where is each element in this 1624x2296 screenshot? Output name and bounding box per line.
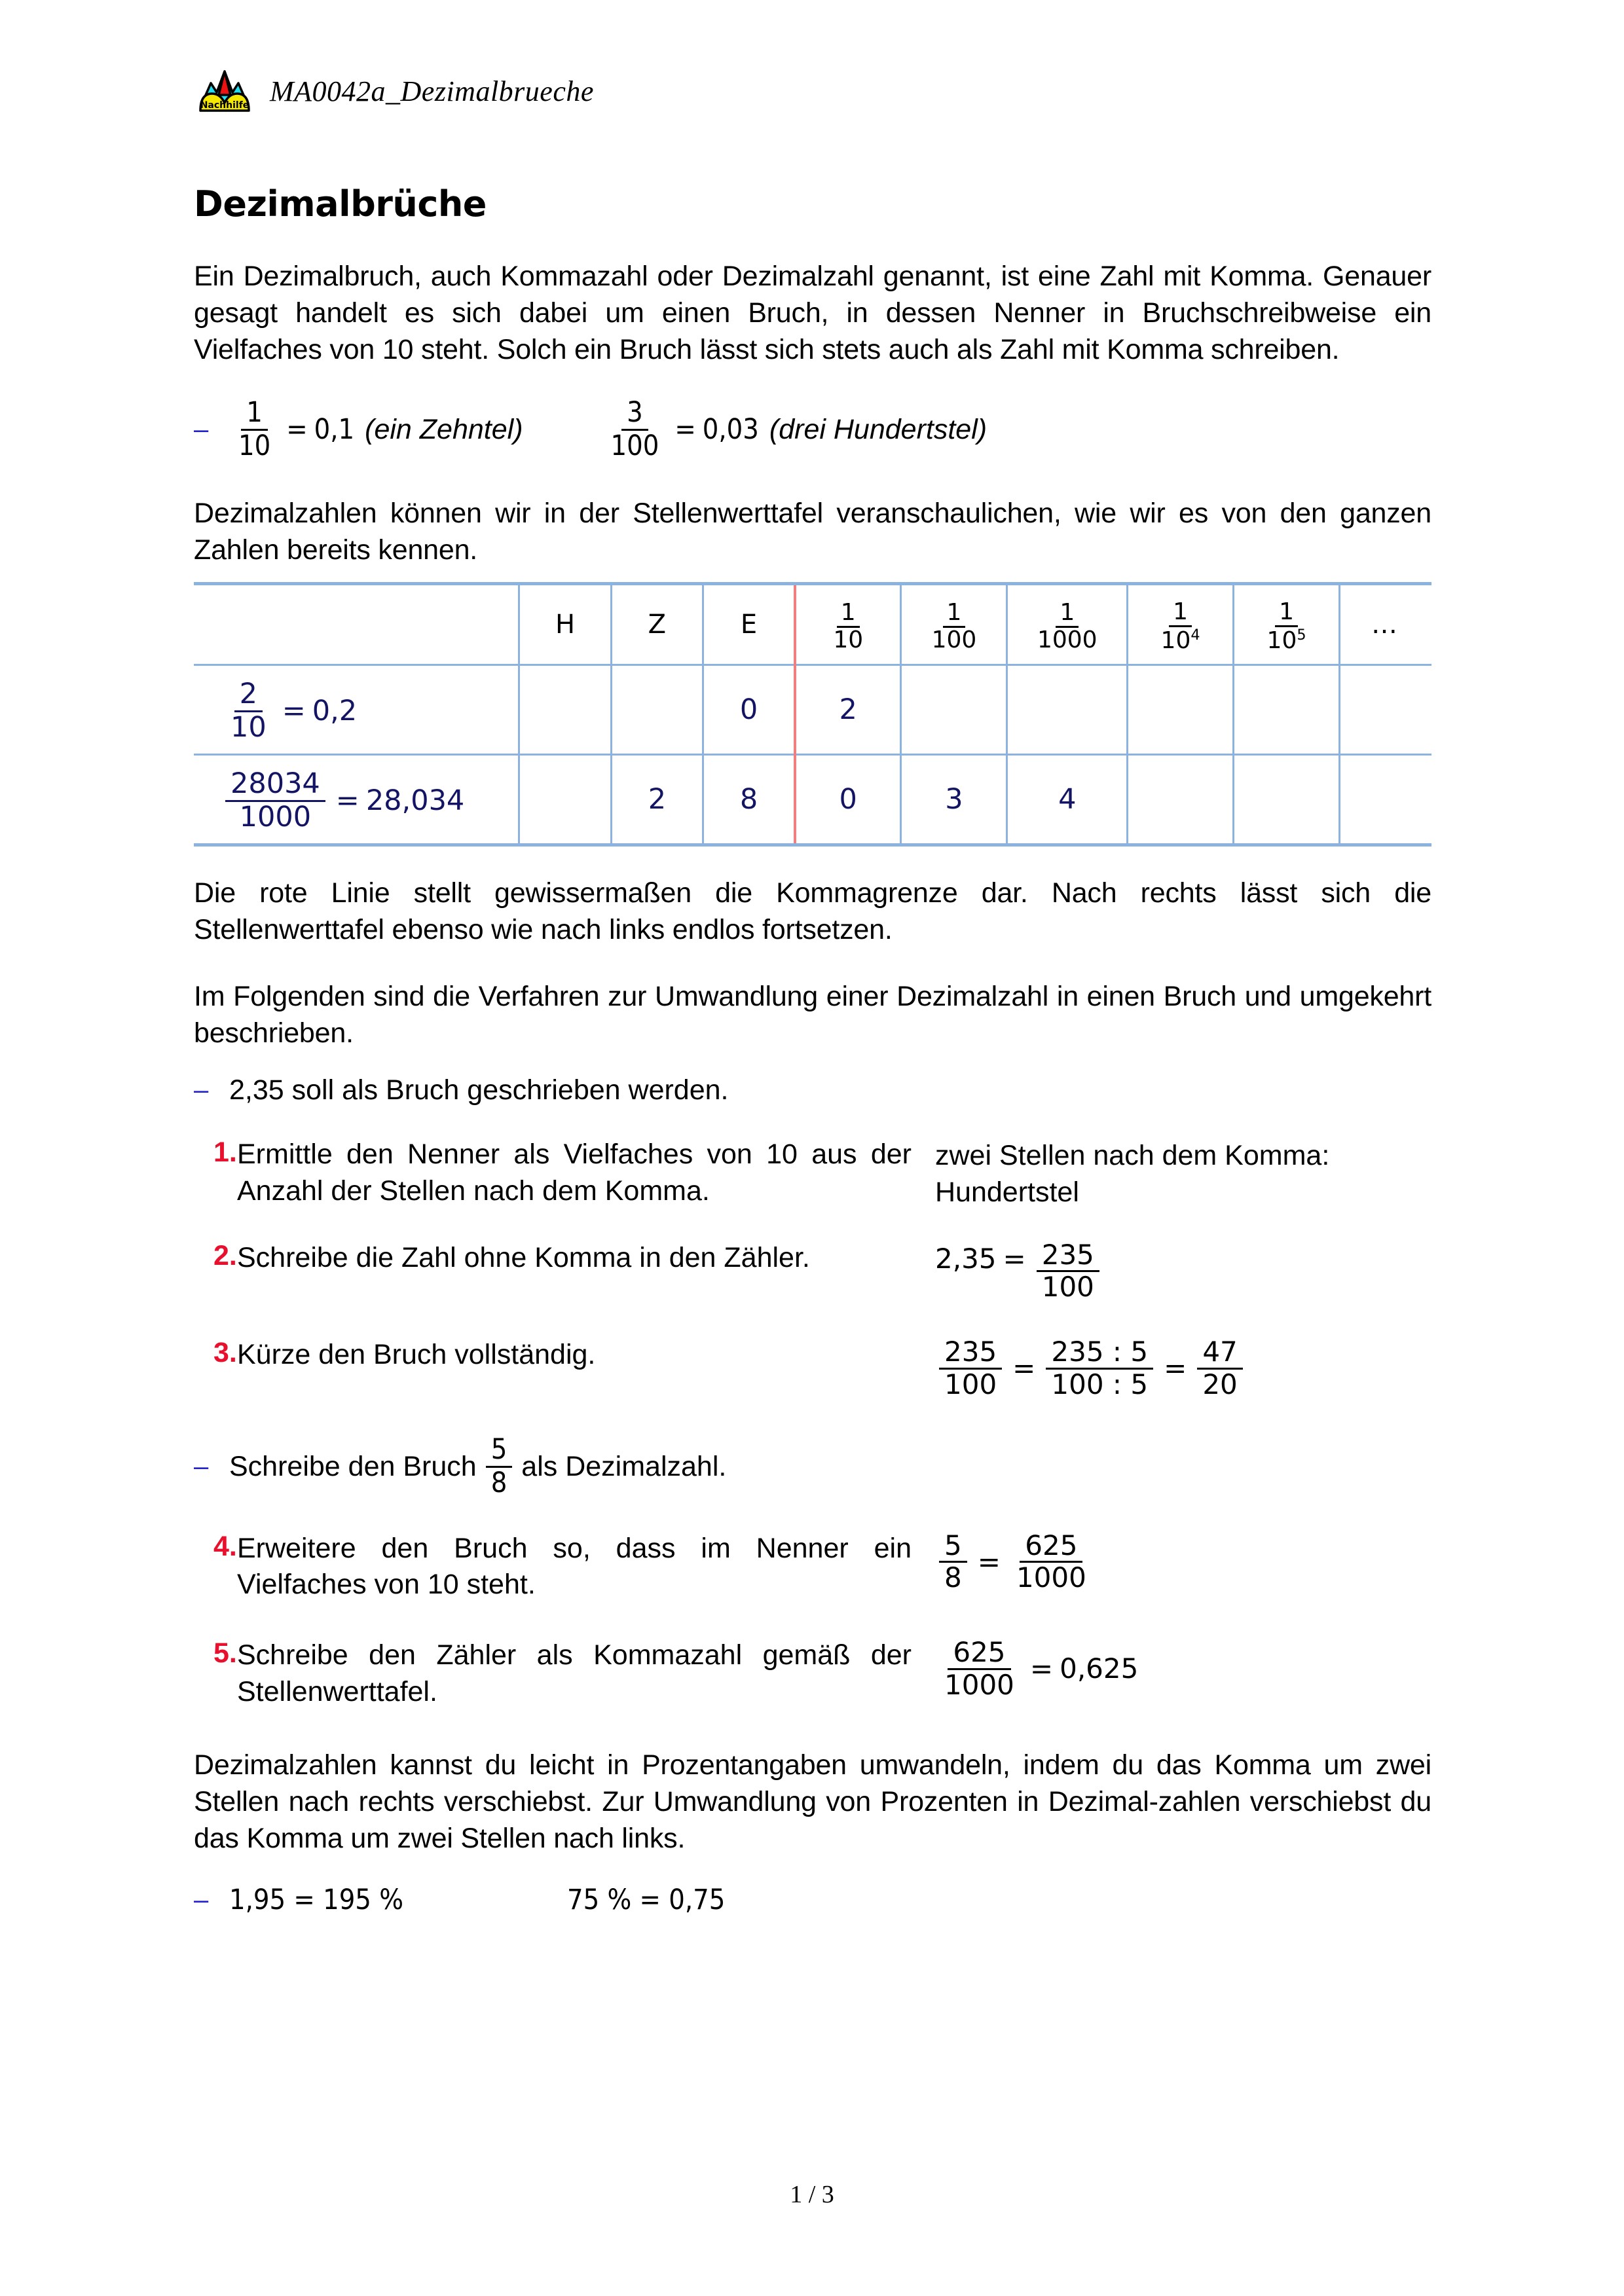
fraction-numerator: 5 [939,1532,967,1563]
intro-paragraph: Ein Dezimalbruch, auch Kommazahl oder Dezimalzahl genannt, ist eine Zahl mit Komma. Genauer gesagt handelt es sich dabei um einen Bruch, in dessen Nenner in Bruchschreibweise ein Vielfaches von 10 steht. Solch ein Bruch lässt sich stets auch als Zahl mit Komma schreiben. [194,261,1431,365]
math-lead: 2,35 [935,1242,997,1275]
equals-sign: = [977,1545,1001,1578]
row-label-result: 0,2 [312,695,358,728]
table-cell [1340,755,1431,845]
math-fraction [1197,1338,1242,1399]
math-fraction [1037,1238,1099,1303]
fraction-numerator: 1 [1056,601,1079,628]
fraction-denominator: 100 [610,429,659,462]
header-cell-hundertstel [901,584,1007,665]
fraction-denominator: $10^5$ [1266,627,1306,655]
task-2-fraction [486,1432,513,1499]
fraction-numerator: 1 [837,601,860,628]
step-item [194,1637,1431,1711]
header-cell-zehntel [795,584,901,665]
header-document-code: MA0042a_Dezimalbrueche [270,75,594,107]
percent-example-right: 75 % = 0,75 [566,1883,726,1916]
decimal-value: 0,1 [314,413,355,446]
fraction-one-tenth [233,395,276,462]
step-number: 4. [213,1530,237,1562]
step-text: Kürze den Bruch vollständig. [237,1339,596,1371]
document-body [194,183,1431,1916]
table-cell [1128,755,1234,845]
equals-sign: = [1164,1352,1187,1385]
table-cell: 0 [703,665,795,755]
procedures-paragraph: Im Folgenden sind die Verfahren zur Umwandlung einer Dezimalzahl in einen Bruch und umgekehrt beschrieben. [194,980,1431,1049]
step-text: Schreibe den Zähler als Kommazahl gemäß der Stellenwerttafel. [237,1639,912,1708]
fraction-numerator: 625 [948,1639,1010,1670]
header-cell-hunderter: H [519,584,611,665]
page-number: 1 / 3 [790,2181,834,2208]
header-cell-ellipsis: … [1340,584,1431,665]
fraction-denominator: 1000 [239,800,312,833]
table-cell: 4 [1007,755,1128,845]
fraction-numerator: 625 [1020,1532,1082,1563]
fraction-numerator: 1 [1275,600,1298,627]
step-number: 2. [213,1239,237,1271]
step-text: Ermittle den Nenner als Vielfaches von 10 aus der Anzahl der Stellen nach dem Komma. [237,1138,912,1207]
exponent: 4 [1190,627,1200,644]
row-label-two-tenths [194,665,519,755]
dash-bullet-icon: – [194,1885,209,1914]
example-fraction-first [229,395,523,462]
fraction-denominator: 8 [944,1561,962,1594]
dash-bullet-icon: – [194,415,209,445]
math-fraction [1011,1529,1092,1594]
header-cell-tausendstel [1007,584,1128,665]
example-note: (drei Hundertstel) [769,413,987,445]
table-cell [519,755,611,845]
header-cell-blank [194,584,519,665]
table-row [194,665,1431,755]
header-cell-zehner: Z [611,584,703,665]
table-cell [901,665,1007,755]
fraction-denominator: 100 [1041,1271,1094,1303]
percent-examples-line [194,1884,1431,1916]
fraction-numerator: 1 [1169,600,1192,627]
table-cell [1234,755,1340,845]
step-right-math [912,1637,1431,1700]
fraction-denominator: $10^4$ [1160,627,1200,655]
equals-sign: = [1029,1652,1054,1685]
task-2-line [194,1432,1431,1499]
fraction-numerator: 235 [1037,1241,1099,1273]
math-fraction [939,1636,1020,1702]
task-1-line [194,1074,1431,1106]
red-line-paragraph: Die rote Linie stellt gewissermaßen die Kommagrenze dar. Nach rechts lässt sich die Stellenwerttafel ebenso wie nach links endlos fortsetzen. [194,877,1431,946]
fraction-denominator: 100 [944,1368,997,1400]
table-cell: 2 [795,665,901,755]
task-2-suffix: als Dezimalzahl. [521,1450,727,1482]
header-cell-zehnhoch5 [1234,584,1340,665]
nachhilfe-logo-icon [196,66,253,116]
table-cell [1234,665,1340,755]
table-cell: 3 [901,755,1007,845]
fraction-numerator: 3 [621,399,648,431]
math-fraction [939,1529,967,1594]
row-label-fraction [225,767,325,833]
equals-sign: = [286,413,308,446]
fraction-numerator: 47 [1197,1338,1242,1370]
fraction-denominator: 1000 [944,1669,1014,1702]
fraction-denominator: 8 [490,1466,507,1499]
math-fraction [939,1338,1002,1399]
equals-sign: = [335,784,360,818]
fraction-numerator: 1 [241,399,268,431]
table-intro-paragraph: Dezimalzahlen können wir in der Stellenwerttafel veranschaulichen, wie wir es von den ganzen Zahlen bereits kennen. [194,498,1431,566]
step-number: 5. [213,1637,237,1669]
step-item [194,1137,1431,1211]
table-cell: 2 [611,755,703,845]
exponent: 5 [1297,627,1306,644]
page-footer [0,2180,1624,2209]
fraction-numerator: 2 [234,680,263,712]
step-item [194,1240,1431,1302]
percent-example-left: 1,95 = 195 % [229,1883,403,1916]
step-item [194,1531,1431,1604]
step-item [194,1337,1431,1399]
example-fractions-line [194,395,1431,462]
fraction-three-hundredths [606,395,665,462]
row-label-result: 28,034 [365,784,465,818]
step-right-math [912,1337,1431,1399]
header-cell-zehnhoch4 [1128,584,1234,665]
step-right-math [912,1531,1431,1593]
fraction-denominator: 10 [231,710,267,744]
fraction-numerator: 1 [943,601,966,628]
svg-text:Nachhilfe: Nachhilfe [200,100,249,111]
table-cell [1007,665,1128,755]
step-number: 3. [213,1337,237,1369]
task-1-text: 2,35 soll als Bruch geschrieben werden. [229,1074,729,1106]
table-cell: 0 [795,755,901,845]
table-cell [1340,665,1431,755]
page-title: Dezimalbrüche [194,183,487,225]
example-fraction-second [602,395,987,462]
example-note: (ein Zehntel) [365,413,523,445]
equals-sign: = [1012,1352,1036,1385]
task-2-body [229,1432,727,1499]
math-trail: 0,625 [1060,1652,1139,1685]
header-cell-einer: E [703,584,795,665]
table-header-row [194,584,1431,665]
page-header [196,63,594,119]
equals-sign: = [282,695,306,728]
fraction-denominator: 1000 [1016,1561,1086,1594]
decimal-value: 0,03 [702,413,759,446]
percent-paragraph: Dezimalzahlen kannst du leicht in Prozentangaben umwandeln, indem du das Komma um zwei Stellen nach rechts verschiebst. Zur Umwandlung von Prozenten in Dezimal-zahlen verschiebst du das Komma um zwei Stellen nach links. [194,1749,1431,1854]
row-label-fraction [225,677,272,744]
table-cell: 8 [703,755,795,845]
table-cell [1128,665,1234,755]
task-2-prefix: Schreibe den Bruch [229,1450,477,1482]
fraction-numerator: 235 [939,1338,1002,1370]
math-fraction [1046,1338,1153,1399]
row-label-28034 [194,755,519,845]
step-number: 1. [213,1136,237,1168]
fraction-numerator: 5 [486,1436,513,1468]
fraction-denominator: 20 [1202,1368,1238,1400]
step-text: Schreibe die Zahl ohne Komma in den Zähler. [237,1241,810,1273]
equals-sign: = [674,413,696,446]
step-text: Erweitere den Bruch so, dass im Nenner ein Vielfaches von 10 steht. [237,1532,912,1601]
stellenwerttafel [194,582,1431,847]
dash-bullet-icon: – [194,1452,209,1482]
fraction-denominator: 1000 [1037,627,1098,654]
table-cell [519,665,611,755]
table-row [194,755,1431,845]
fraction-denominator: 10 [833,627,864,654]
fraction-denominator: 100 [931,627,977,654]
step-right-math [912,1240,1431,1302]
table-cell [611,665,703,755]
equals-sign: = [1003,1242,1026,1275]
fraction-denominator: 10 [238,429,271,462]
dash-bullet-icon: – [194,1076,209,1105]
fraction-numerator: 28034 [225,770,325,802]
fraction-numerator: 235 : 5 [1046,1338,1153,1370]
fraction-denominator: 100 : 5 [1051,1368,1149,1400]
step-right-text: zwei Stellen nach dem Komma: Hundertstel [935,1139,1330,1208]
